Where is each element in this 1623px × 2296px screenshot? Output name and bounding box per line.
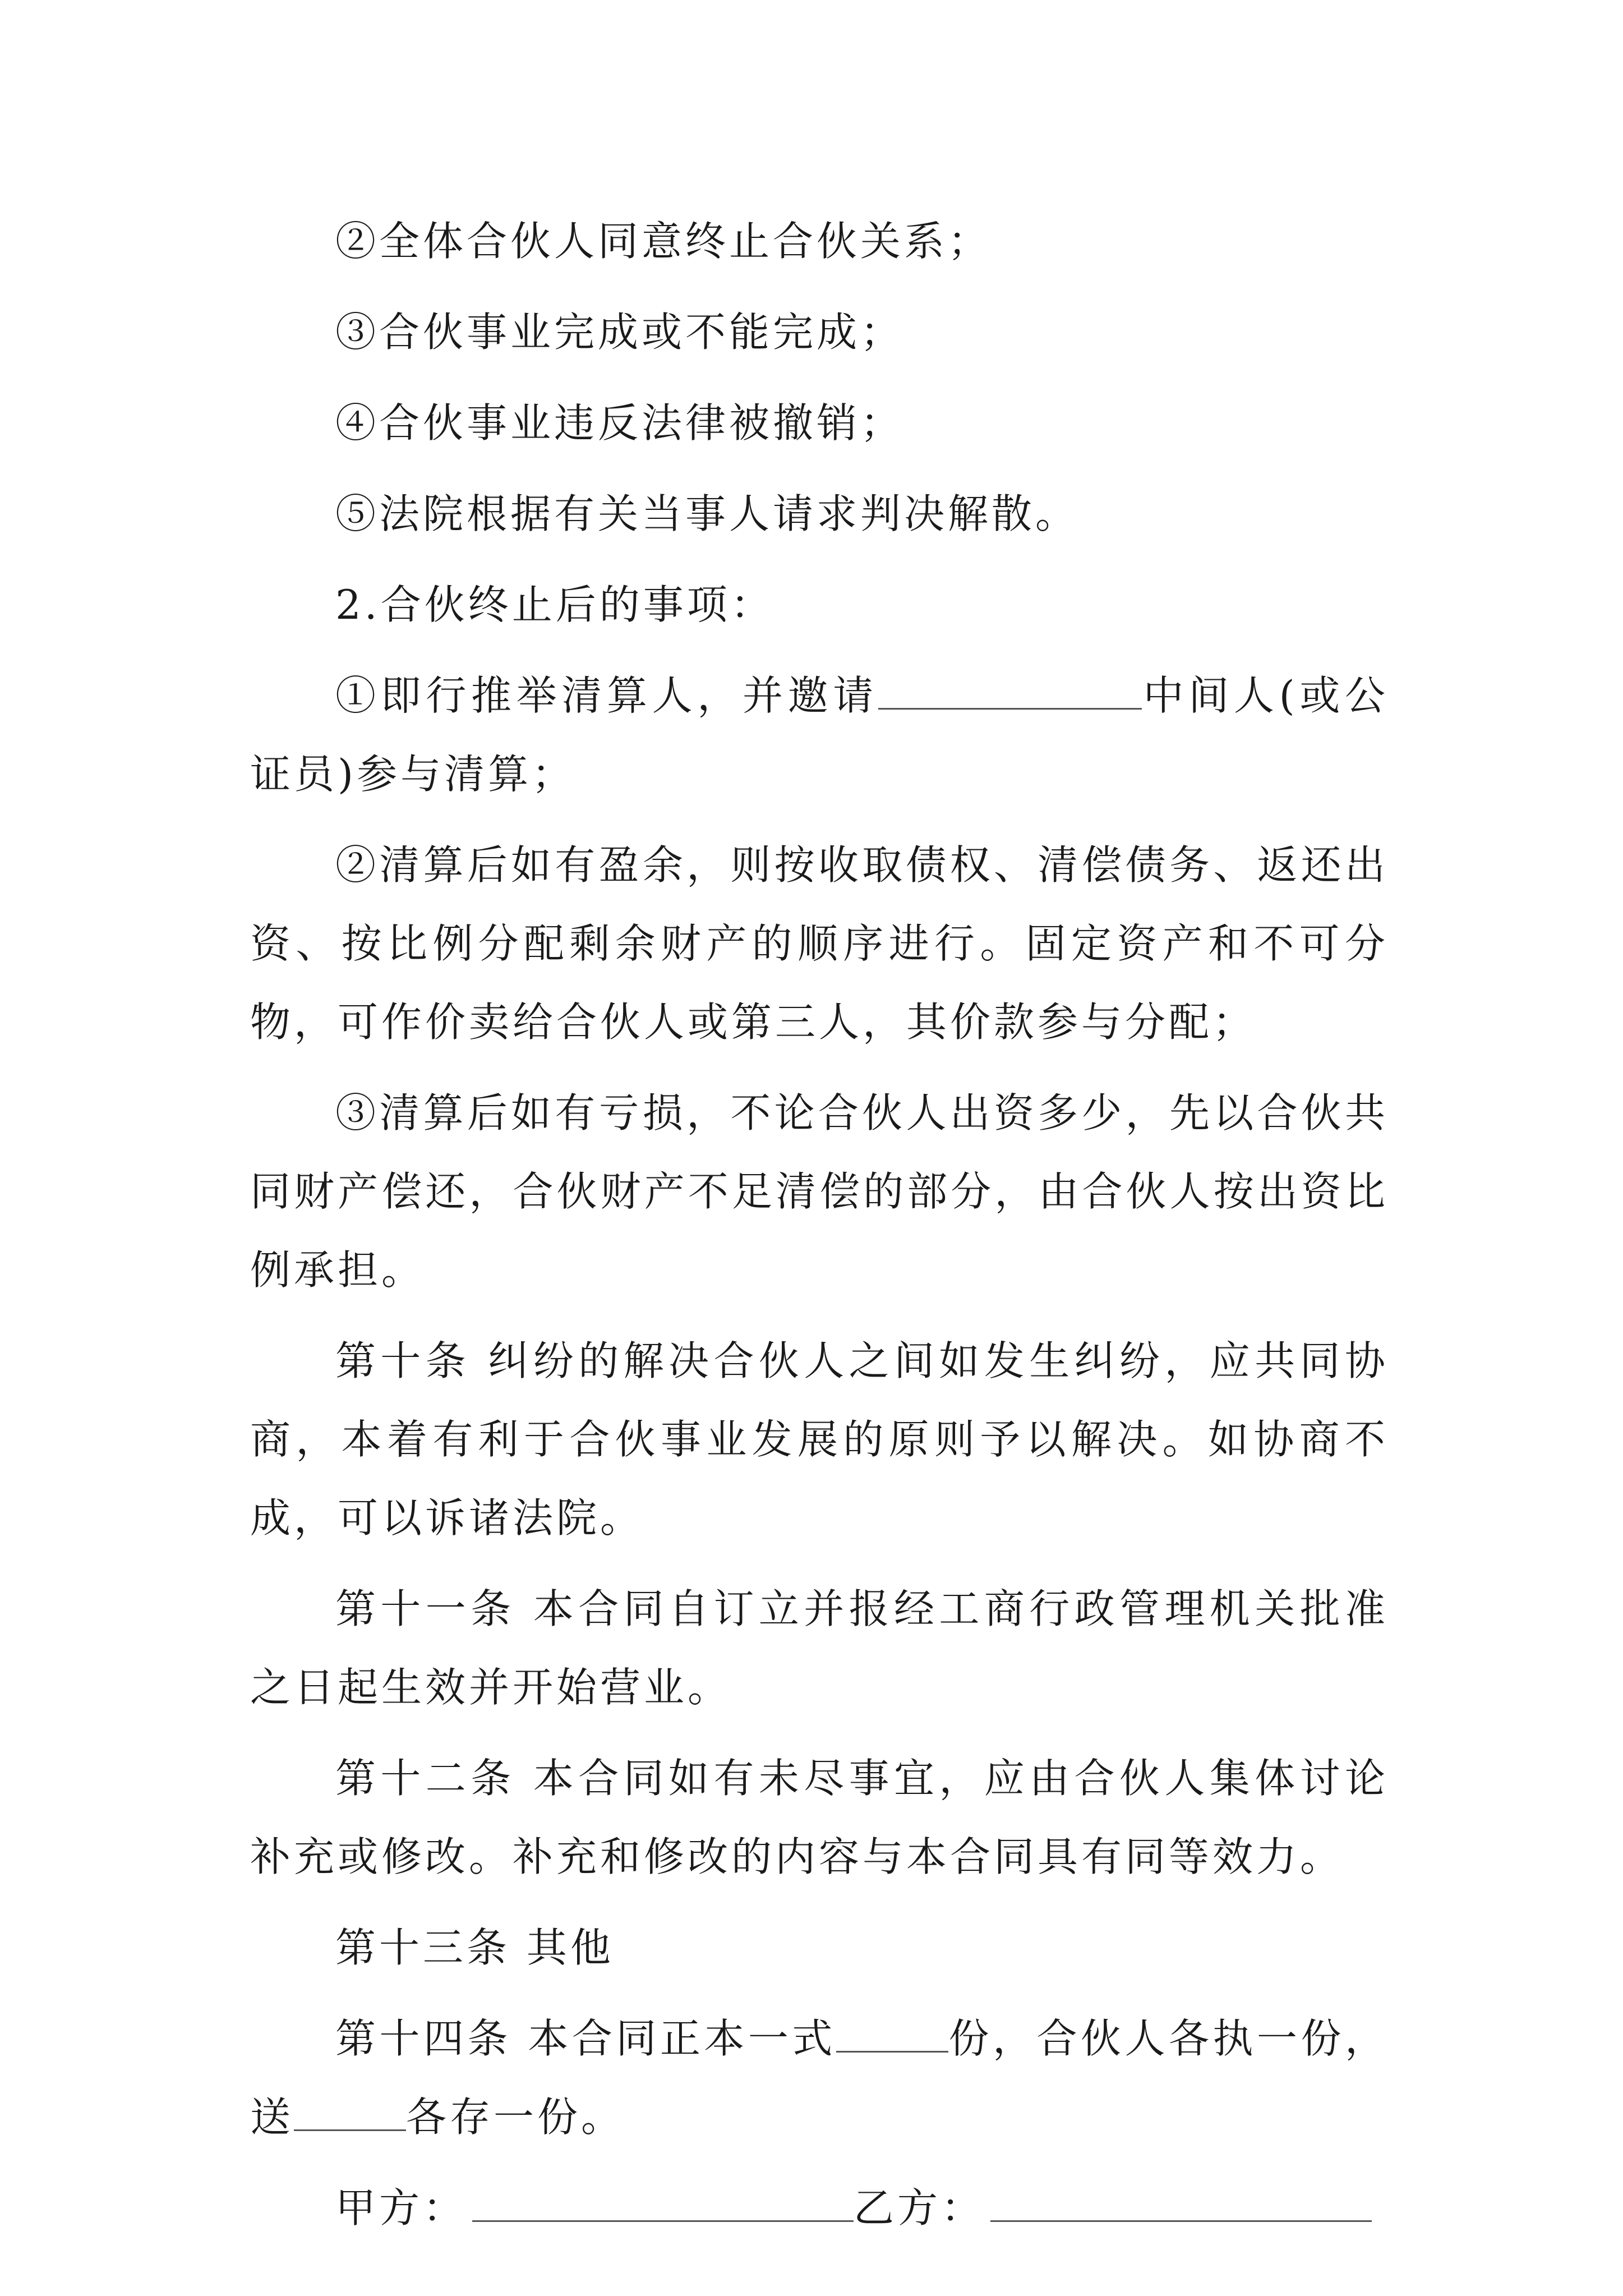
party-a-signature-blank bbox=[472, 2181, 854, 2222]
paragraph-loss-bearing: ③清算后如有亏损，不论合伙人出资多少，先以合伙共同财产偿还，合伙财产不足清偿的部分，由合伙人按出资比例承担。 bbox=[250, 1089, 1389, 1294]
copies-count-blank bbox=[836, 2012, 948, 2053]
paragraph-termination-condition-2: ②全体合伙人同意终止合伙关系； bbox=[335, 218, 992, 265]
liquidator-text-before: ①即行推举清算人，并邀请 bbox=[335, 672, 878, 719]
article-14-text-before: 第十四条 本合同正本一式 bbox=[335, 2015, 836, 2062]
article-13-other: 第十三条 其他 bbox=[335, 1924, 614, 1971]
party-b-signature-blank bbox=[990, 2181, 1372, 2222]
signature-row bbox=[250, 2169, 1389, 2247]
paragraph-post-termination-heading: 2.合伙终止后的事项： bbox=[335, 581, 774, 628]
paragraph-surplus-distribution: ②清算后如有盈余，则按收取债权、清偿债务、返还出资、按比例分配剩余财产的顺序进行。固定资产和不可分物，可作价卖给合伙人或第三人，其价款参与分配； bbox=[250, 841, 1389, 1046]
paragraph-liquidator bbox=[250, 656, 1389, 813]
paragraph-termination-condition-4: ④合伙事业违反法律被撤销； bbox=[335, 399, 905, 447]
article-14-text-middle: 份，合伙人各执一份，送 bbox=[250, 2015, 1389, 2141]
article-10-dispute-resolution: 第十条 纠纷的解决合伙人之间如发生纠纷，应共同协商，本着有利于合伙事业发展的原则予以解决。如协商不成，可以诉诸法院。 bbox=[250, 1337, 1389, 1542]
paragraph-termination-condition-3: ③合伙事业完成或不能完成； bbox=[335, 309, 905, 356]
party-b-label: 乙方： bbox=[854, 2184, 985, 2231]
party-a-label: 甲方： bbox=[335, 2184, 467, 2231]
recipient-blank bbox=[294, 2090, 406, 2131]
mediator-blank bbox=[878, 669, 1142, 710]
paragraph-termination-condition-5: ⑤法院根据有关当事人请求判决解散。 bbox=[335, 490, 1080, 537]
article-14-text-after: 各存一份。 bbox=[406, 2093, 625, 2141]
article-11-effectiveness: 第十一条 本合同自订立并报经工商行政管理机关批准之日起生效并开始营业。 bbox=[250, 1585, 1389, 1711]
liquidator-text-after: 中间人(或公证员)参与清算； bbox=[250, 672, 1389, 798]
document-body bbox=[250, 202, 1389, 2247]
article-14-copies bbox=[250, 1999, 1389, 2156]
article-12-amendments: 第十二条 本合同如有未尽事宜，应由合伙人集体讨论补充或修改。补充和修改的内容与本合同具有同等效力。 bbox=[250, 1755, 1389, 1880]
